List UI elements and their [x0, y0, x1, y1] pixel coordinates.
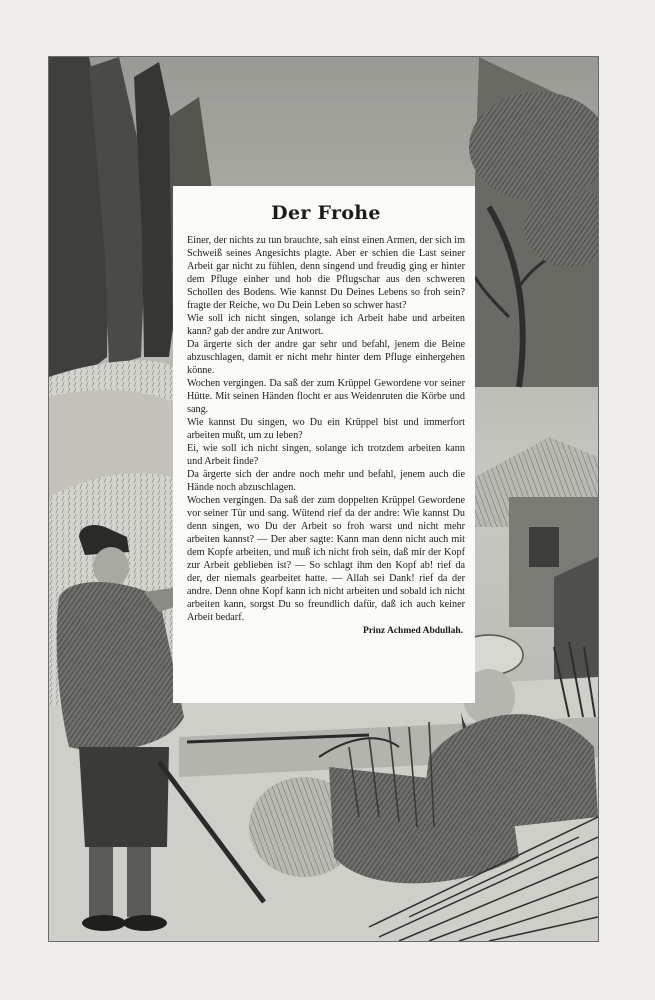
poem-paragraph: Wie soll ich nicht singen, solange ich Arbeit habe und arbeiten kann? gab der andre zur Antwort. — [187, 313, 465, 337]
poem-paragraph: Ei, wie soll ich nicht singen, solange ich trotzdem arbeiten kann und Arbeit finde? — [187, 443, 465, 467]
poem-text-panel — [173, 186, 475, 703]
poem-paragraph: Da ärgerte sich der andre gar sehr und befahl, jenem die Beine abzuschlagen, damit er nicht mehr hinter dem Pfluge einhergehen könne. — [187, 339, 465, 376]
poem-paragraph: Da ärgerte sich der andre noch mehr und befahl, jenem auch die Hände noch abzuschlagen. — [187, 469, 465, 493]
poem-paragraph: Wie kannst Du singen, wo Du ein Krüppel bist und immerfort arbeiten mußt, um zu leben? — [187, 417, 465, 441]
poem-paragraph: Wochen vergingen. Da saß der zum Krüppel Gewordene vor seiner Hütte. Mit seinen Händen flocht er aus Weidenruten die Körbe und sang. — [187, 378, 465, 415]
poem-paragraph: Einer, der nichts zu tun brauchte, sah einst einen Armen, der sich im Schweiß seines Angesichts plagte. Aber er schien die Last seiner Arbeit gar nicht zu fühlen, denn singend und freudig ging er hinter dem Pfluge einher und hob die Pflugschar aus den schweren Schollen des Bodens. Wie kannst Du Deines Lebens so froh sein? fragte der Reiche, wo Du Dein Leben so schwer hast? — [187, 235, 465, 311]
tree-right — [469, 57, 598, 387]
poem-body — [187, 234, 465, 624]
poem-title: Der Frohe — [271, 202, 381, 224]
poem-paragraph: Wochen vergingen. Da saß der zum doppelten Krüppel Gewordene vor seiner Tür und sang. Wütend rief da der andre: Wie kannst Du denn singen, wo Du der Arbeit so froh warst und nicht mehr arbeiten kannst? — Der aber sagte: Kann man denn nicht auch mit dem Kopfe arbeiten, und muß ich nicht froh sein, daß mir der Kopf zur Arbeit geblieben ist? — So schlagt ihm den Kopf ab! rief da der, der niemals gearbeitet hatte. — Allah sei Dank! rief da der andre. Denn ohne Kopf kann ich nicht arbeiten und sobald ich nicht arbeiten kann, sorgst Du so freundlich dafür, daß ich auch keiner Arbeit bedarf. — [187, 495, 465, 623]
poem-signature: Prinz Achmed Abdullah. — [362, 626, 463, 636]
illustration-plate — [49, 57, 598, 941]
